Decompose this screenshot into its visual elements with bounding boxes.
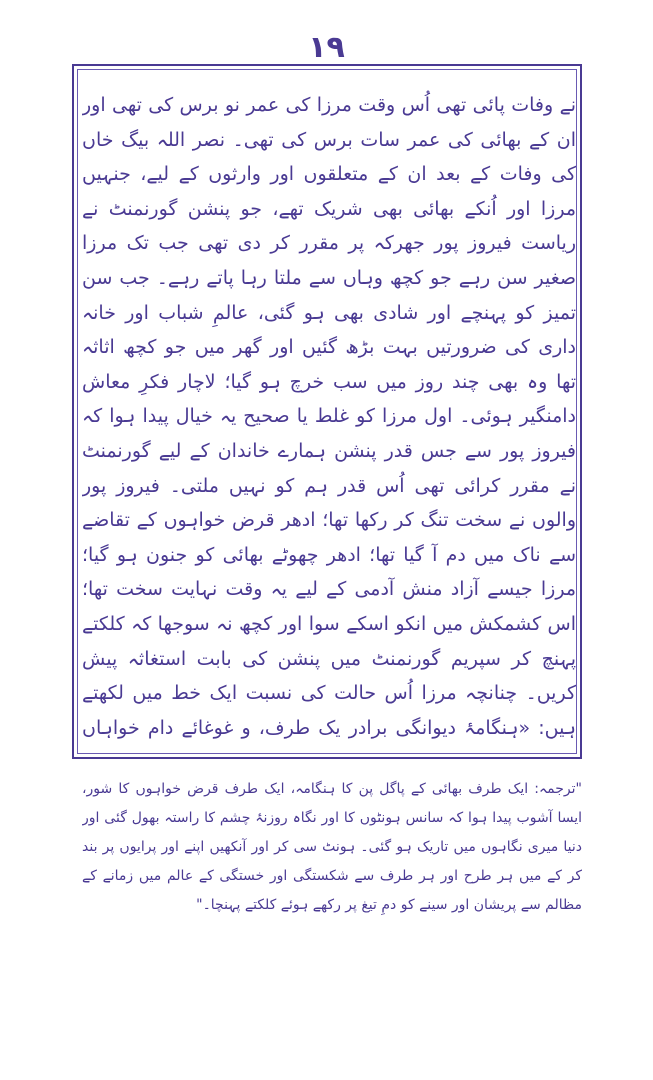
page-number: ۱۹ xyxy=(308,30,345,65)
translation-paragraph: "ترجمہ: ایک طرف بھائی کے پاگل پن کا ہنگامہ، ایک طرف قرض خواہوں کا شور، ایسا آشوب پیدا ہوا کہ سانس ہونٹوں کا اور نگاہ روزنۂ چشم کا راستہ بھول گئی اور دنیا میری نگاہوں میں تاریک ہو گئی۔ ہونٹ سی کر اور آنکھیں اپنے اور پرایوں پر بند کر کے میں ہر طرح اور ہر طرف سے شکستگی اور خستگی کے عالم میں زمانے کے مظالم سے پریشان اور سینے کو دمِ تیغ پر رکھے ہوئے کلکتے پہنچا۔" xyxy=(82,781,582,913)
main-paragraph: نے وفات پائی تھی اُس وقت مرزا کی عمر نو برس کی تھی اور ان کے بھائی کی عمر سات برس کی تھی۔ نصر اللہ بیگ خاں کی وفات کے بعد ان کے متعلقوں اور وارثوں کے لیے، جنہیں مرزا اور اُنکے بھائی بھی شریک تھے، جو پنشن گورنمنٹ نے ریاست فیروز پور جھرکہ پر مقرر کر دی تھی جب تک مرزا صغیر سن رہے جو کچھ وہاں سے ملتا رہا پاتے رہے۔ جب سن تمیز کو پہنچے اور شادی بھی ہو گئی، عالمِ شباب اور خانہ داری کی ضرورتیں بہت بڑھ گئیں اور گھر میں جو کچھ اثاثہ تھا وہ بھی چند روز میں سب خرچ ہو گیا؛ لاچار فکرِ معاش دامنگیر ہوئی۔ اول مرزا کو غلط یا صحیح یہ خیال پیدا ہوا کہ فیروز پور سے جس قدر پنشن ہمارے خاندان کے لیے گورنمنٹ نے مقرر کرائی تھی اُس قدر ہم کو نہیں ملتی۔ فیروز پور والوں نے سخت تنگ کر رکھا تھا؛ ادھر قرض خواہوں کے تقاضے سے ناک میں دم آ گیا تھا؛ ادھر چھوٹے بھائی کو جنون ہو گیا؛ مرزا جیسے آزاد منش آدمی کے لیے یہ وقت نہایت سخت تھا؛ اس کشمکش میں انکو اسکے سوا اور کچھ نہ سوجھا کہ کلکتے پہنچ کر سپریم گورنمنٹ میں پنشن کی بابت استغاثہ پیش کریں۔ چنانچہ مرزا اُس حالت کی نسبت ایک خط میں لکھتے ہیں: «ہنگامۂ دیوانگی برادر یک طرف، و غوغائے دام خواہاں xyxy=(82,94,576,739)
